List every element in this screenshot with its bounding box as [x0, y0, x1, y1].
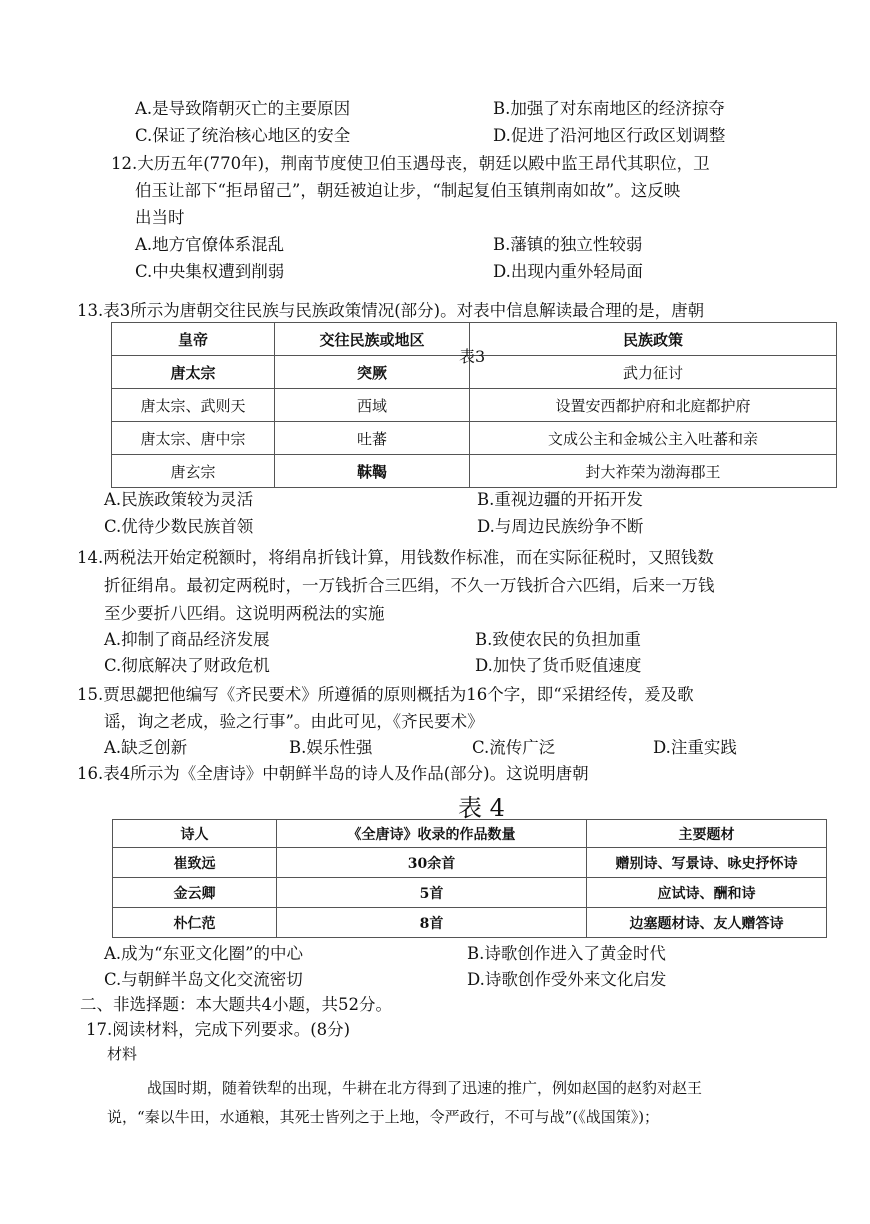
q11-option-d: D.促进了沿河地区行政区划调整 [493, 126, 726, 145]
q17-material-line1: 战国时期，随着铁犁的出现，牛耕在北方得到了迅速的推广，例如赵国的赵豹对赵王 [147, 1079, 703, 1097]
q12-stem-line1: 12.大历五年(770年)，荆南节度使卫伯玉遇母丧，朝廷以殿中监王昂代其职位，卫 [111, 154, 710, 173]
q11-option-a: A.是导致隋朝灭亡的主要原因 [135, 99, 351, 118]
table-cell: 突厥 [275, 356, 470, 389]
table-3-header-cell: 皇帝 [112, 323, 275, 356]
q15-stem-line1: 15.贾思勰把他编写《齐民要术》所遵循的原则概括为16个字，即“采捃经传，爰及歌 [77, 685, 694, 704]
table-4-header-cell: 主要题材 [587, 820, 827, 848]
q15-option-a: A.缺乏创新 [104, 738, 188, 757]
table-cell: 唐太宗、武则天 [112, 389, 275, 422]
table-cell: 文成公主和金城公主入吐蕃和亲 [470, 422, 837, 455]
table-cell: 金云卿 [113, 878, 277, 908]
table-4-header-cell: 诗人 [113, 820, 277, 848]
table-cell: 30余首 [277, 848, 587, 878]
table-cell: 唐太宗 [112, 356, 275, 389]
q13-option-d: D.与周边民族纷争不断 [477, 517, 644, 536]
table-cell: 朴仁范 [113, 908, 277, 938]
q12-option-b: B.藩镇的独立性较弱 [493, 235, 643, 254]
table-cell: 设置安西都护府和北庭都护府 [470, 389, 837, 422]
q12-option-d: D.出现内重外轻局面 [493, 262, 643, 281]
table-cell: 西域 [275, 389, 470, 422]
table-cell: 8首 [277, 908, 587, 938]
q16-stem: 16.表4所示为《全唐诗》中朝鲜半岛的诗人及作品(部分)。这说明唐朝 [77, 764, 589, 783]
q11-option-b: B.加强了对东南地区的经济掠夺 [493, 99, 725, 118]
q11-option-c: C.保证了统治核心地区的安全 [135, 126, 351, 145]
q15-option-d: D.注重实践 [653, 738, 737, 757]
table-4-header-cell: 《全唐诗》收录的作品数量 [277, 820, 587, 848]
table-cell: 赠别诗、写景诗、咏史抒怀诗 [587, 848, 827, 878]
table-cell: 5首 [277, 878, 587, 908]
q17-material-label: 材料 [107, 1045, 138, 1063]
table-cell: 封大祚荣为渤海郡王 [470, 455, 837, 488]
table-row [112, 389, 837, 422]
table-row [113, 878, 827, 908]
q16-option-b: B.诗歌创作进入了黄金时代 [467, 944, 666, 963]
table-cell: 唐玄宗 [112, 455, 275, 488]
q13-option-c: C.优待少数民族首领 [104, 517, 254, 536]
table-row [113, 848, 827, 878]
q15-stem-line2: 谣，询之老成，验之行事”。由此可见，《齐民要术》 [104, 712, 484, 731]
q12-stem-line3: 出当时 [135, 208, 185, 227]
table-cell: 靺鞨 [275, 455, 470, 488]
table-cell: 应试诗、酬和诗 [587, 878, 827, 908]
q14-stem-line2: 折征绢帛。最初定两税时，一万钱折合三匹绢，不久一万钱折合六匹绢，后来一万钱 [104, 576, 715, 595]
table-cell: 武力征讨 [470, 356, 837, 389]
q17-material-line2: 说，“秦以牛田，水通粮，其死士皆列之于上地，令严政行，不可与战”(《战国策》)； [107, 1108, 660, 1126]
table-row [113, 908, 827, 938]
q15-option-c: C.流传广泛 [472, 738, 556, 757]
section-2-heading: 二、非选择题：本大题共4小题，共52分。 [80, 995, 392, 1014]
table-cell: 吐蕃 [275, 422, 470, 455]
q12-option-a: A.地方官僚体系混乱 [135, 235, 285, 254]
q12-option-c: C.中央集权遭到削弱 [135, 262, 285, 281]
table-3-title: 表3 [459, 347, 486, 366]
q14-option-a: A.抑制了商品经济发展 [104, 630, 270, 649]
q14-stem-line3: 至少要折八匹绢。这说明两税法的实施 [104, 604, 385, 623]
q14-option-b: B.致使农民的负担加重 [475, 630, 641, 649]
table-3-header-cell: 民族政策 [470, 323, 837, 356]
q17-stem: 17.阅读材料，完成下列要求。(8分) [86, 1020, 351, 1039]
q12-stem-line2: 伯玉让部下“拒昂留己”，朝廷被迫让步，“制起复伯玉镇荆南如故”。这反映 [135, 181, 681, 200]
q16-option-a: A.成为“东亚文化圈”的中心 [104, 944, 304, 963]
q13-option-a: A.民族政策较为灵活 [104, 490, 254, 509]
q13-stem: 13.表3所示为唐朝交往民族与民族政策情况(部分)。对表中信息解读最合理的是，唐朝 [77, 301, 705, 320]
table-cell: 崔致远 [113, 848, 277, 878]
q16-option-d: D.诗歌创作受外来文化启发 [467, 970, 667, 989]
table-4 [112, 819, 827, 938]
q14-stem-line1: 14.两税法开始定税额时，将绢帛折钱计算，用钱数作标准，而在实际征税时，又照钱数 [77, 548, 714, 567]
table-3-header-cell: 交往民族或地区 [275, 323, 470, 356]
q13-option-b: B.重视边疆的开拓开发 [477, 490, 643, 509]
q16-option-c: C.与朝鲜半岛文化交流密切 [104, 970, 303, 989]
table-row [112, 422, 837, 455]
q15-option-b: B.娱乐性强 [289, 738, 373, 757]
table-row [112, 455, 837, 488]
table-cell: 唐太宗、唐中宗 [112, 422, 275, 455]
table-cell: 边塞题材诗、友人赠答诗 [587, 908, 827, 938]
q14-option-d: D.加快了货币贬值速度 [475, 656, 642, 675]
q14-option-c: C.彻底解决了财政危机 [104, 656, 270, 675]
table-4-title: 表 4 [458, 794, 505, 822]
table-4-header-row [113, 820, 827, 848]
